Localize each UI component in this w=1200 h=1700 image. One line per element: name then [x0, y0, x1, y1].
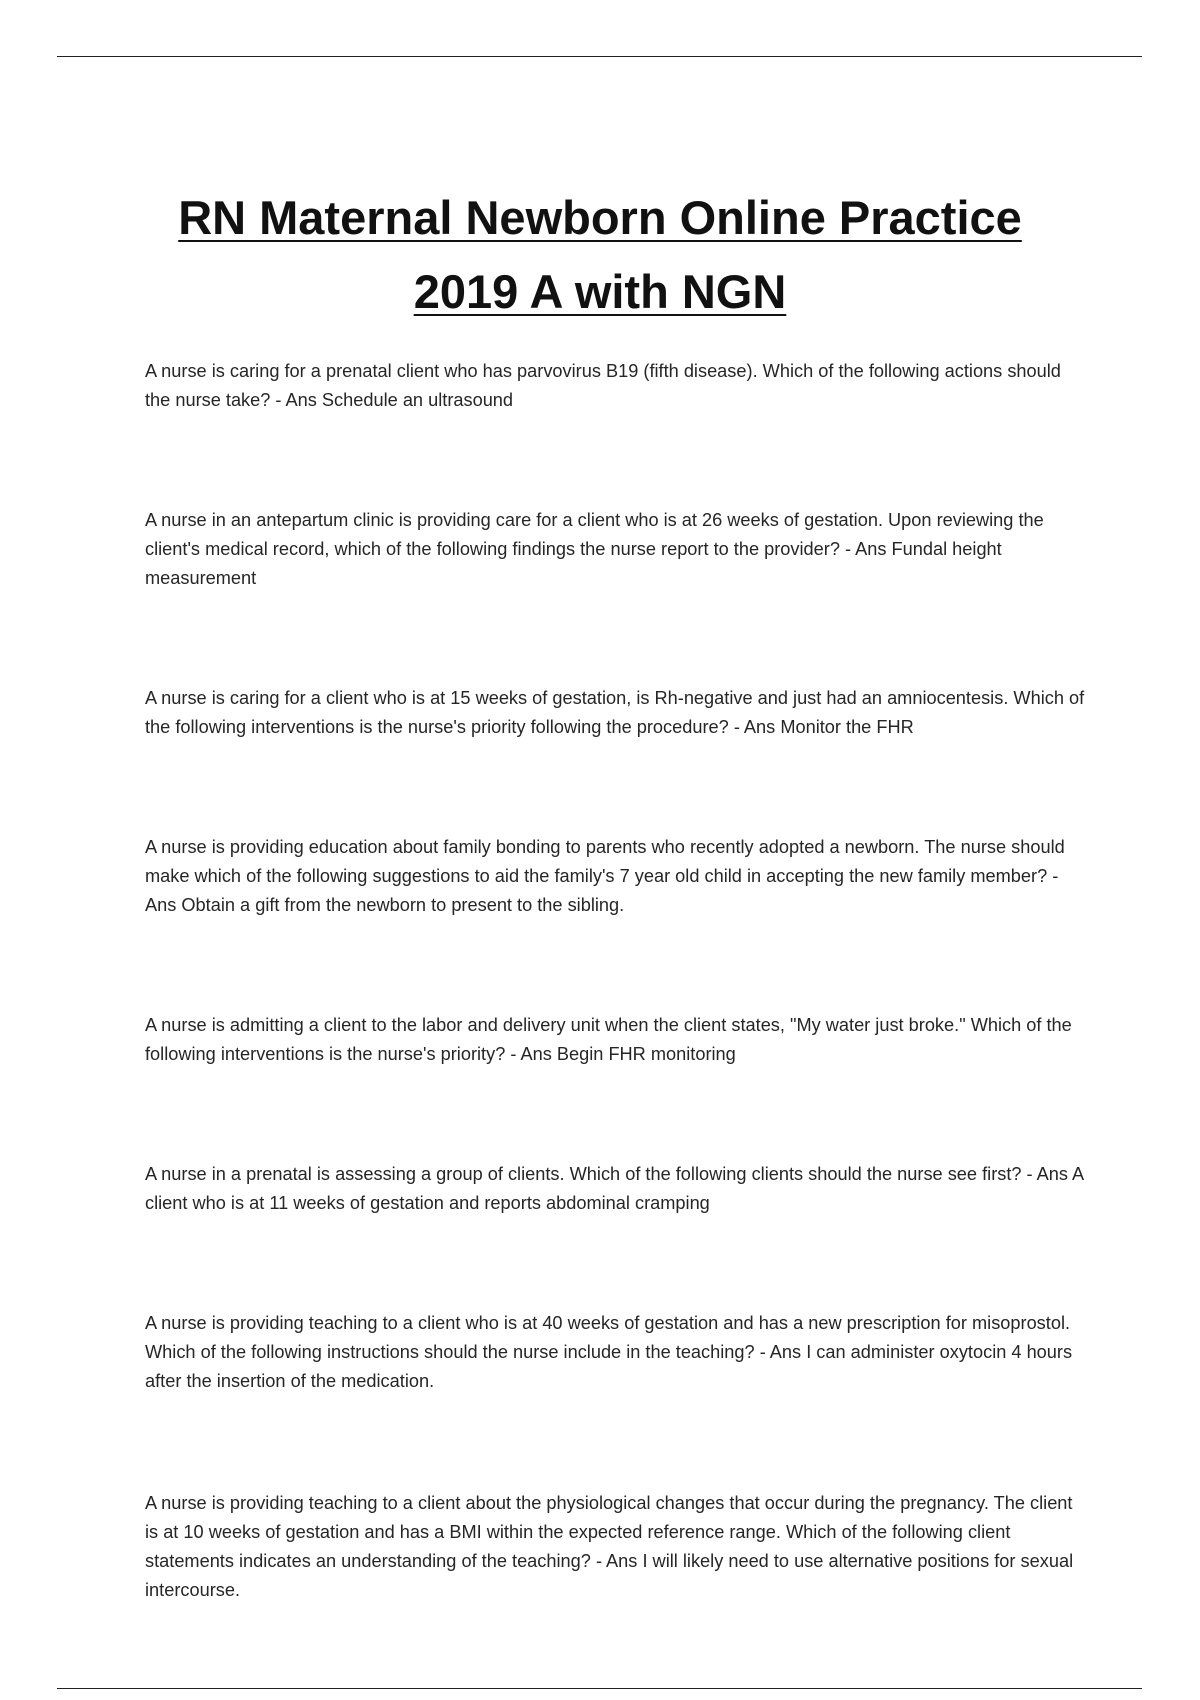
title-line-1-text: RN Maternal Newborn Online Practice [178, 191, 1022, 245]
qa-item: A nurse is providing teaching to a client about the physiological changes that occur during the pregnancy. The client is at 10 weeks of gestation and has a BMI within the expected reference range. Which of the following client statements indicates an understanding of the teaching? - Ans I will likely need to use alternative positions for sexual intercourse. [145, 1493, 1074, 1600]
qa-item: A nurse in a prenatal is assessing a group of clients. Which of the following clients should the nurse see first? - Ans A client who is at 11 weeks of gestation and reports abdominal cramping [145, 1164, 1084, 1213]
qa-item: A nurse is admitting a client to the labor and delivery unit when the client states, "My water just broke." Which of the following interventions is the nurse's priority? - Ans Begin FHR monitoring [145, 1015, 1072, 1064]
title-line-2-text: 2019 A with NGN [413, 265, 787, 319]
qa-item: A nurse in an antepartum clinic is providing care for a client who is at 26 weeks of gestation. Upon reviewing the client's medical record, which of the following findings the nurse report to the provider? - Ans Fundal height measurement [145, 510, 1044, 588]
question-answer-list [145, 357, 1090, 1696]
top-divider [57, 56, 1142, 57]
document-title [60, 181, 1140, 329]
title-line-2 [60, 255, 1140, 329]
qa-item: A nurse is providing teaching to a client who is at 40 weeks of gestation and has a new prescription for misoprostol. Which of the following instructions should the nurse include in the teaching? - Ans I can administer oxytocin 4 hours after the insertion of the medication. [145, 1313, 1073, 1391]
title-line-1 [60, 181, 1140, 255]
qa-item: A nurse is caring for a client who is at 15 weeks of gestation, is Rh-negative and just had an amniocentesis. Which of the following interventions is the nurse's priority following the procedure? - Ans Monitor the FHR [145, 688, 1085, 737]
qa-item: A nurse is caring for a prenatal client who has parvovirus B19 (fifth disease). Which of the following actions should the nurse take? - Ans Schedule an ultrasound [145, 361, 1061, 410]
qa-item: A nurse is providing education about family bonding to parents who recently adopted a newborn. The nurse should make which of the following suggestions to aid the family's 7 year old child in accepting the new family member? - Ans Obtain a gift from the newborn to present to the sibling. [145, 837, 1065, 915]
bottom-divider [57, 1688, 1142, 1689]
